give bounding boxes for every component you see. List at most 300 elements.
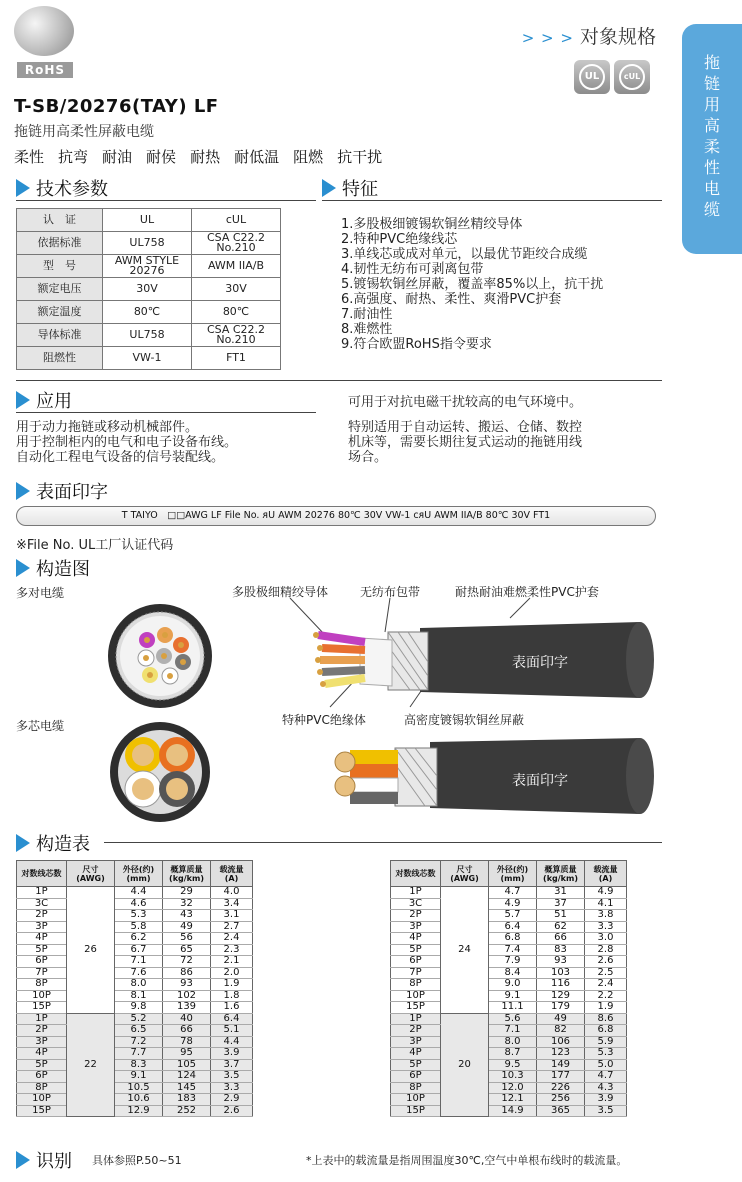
table-row xyxy=(391,1059,627,1071)
table-row xyxy=(17,1002,253,1014)
current: 3.5 xyxy=(211,1071,253,1083)
table-row xyxy=(17,1059,253,1071)
triangle-icon xyxy=(16,179,30,197)
pair-count: 4P xyxy=(17,1048,67,1060)
side-tab-char: 高 xyxy=(703,116,720,135)
current: 3.0 xyxy=(585,933,627,945)
feature-item: 9.符合欧盟RoHS指令要求 xyxy=(341,337,492,352)
spec-link[interactable] xyxy=(522,22,656,49)
table-header: 外径(约) (mm) xyxy=(489,861,537,887)
spec-row xyxy=(17,278,281,301)
spec-value: UL xyxy=(103,209,192,232)
pair-count: 4P xyxy=(391,1048,441,1060)
weight: 106 xyxy=(537,1036,585,1048)
insulation-label: 特种PVC绝缘体 xyxy=(282,713,366,727)
outer-diameter: 4.9 xyxy=(489,898,537,910)
weight: 49 xyxy=(537,1013,585,1025)
feature-item: 4.韧性无纺布可剥离包带 xyxy=(341,262,484,277)
divider xyxy=(16,380,662,381)
outer-diameter: 10.5 xyxy=(115,1082,163,1094)
footer-note: *上表中的载流量是指周围温度30℃,空气中单根布线时的载流量。 xyxy=(306,1154,628,1167)
pair-count: 5P xyxy=(17,1059,67,1071)
spec-value: CSA C22.2 No.210 xyxy=(192,324,281,347)
pair-count: 10P xyxy=(17,1094,67,1106)
pair-count: 10P xyxy=(391,990,441,1002)
feature-item: 3.单线芯或成对单元，以最优节距绞合成缆 xyxy=(341,247,588,262)
current: 2.4 xyxy=(211,933,253,945)
current: 4.0 xyxy=(211,887,253,899)
conductor-label: 多股极细精绞导体 xyxy=(232,585,329,599)
table-row xyxy=(391,944,627,956)
application-right-1: 可用于对抗电磁干扰较高的电气环境中。 xyxy=(348,395,583,410)
current: 3.8 xyxy=(585,910,627,922)
weight: 93 xyxy=(537,956,585,968)
current: 2.5 xyxy=(585,967,627,979)
application-line: 用于控制柜内的电气和电子设备布线。 xyxy=(16,435,238,450)
property-item: 耐热 xyxy=(190,148,221,166)
side-tab-char: 用 xyxy=(703,95,720,114)
weight: 62 xyxy=(537,921,585,933)
spec-key: 依据标准 xyxy=(17,232,103,255)
table-row xyxy=(17,1094,253,1106)
table-row xyxy=(17,887,253,899)
property-item: 耐侯 xyxy=(146,148,177,166)
side-tab-char: 性 xyxy=(703,158,720,177)
weight: 145 xyxy=(163,1082,211,1094)
section-construction: 构造表 xyxy=(16,830,90,856)
table-header: 载流量 (A) xyxy=(585,861,627,887)
spec-row xyxy=(17,347,281,370)
property-item: 耐油 xyxy=(102,148,133,166)
section-structure: 构造图 xyxy=(16,555,90,581)
print-label-2: 表面印字 xyxy=(512,773,568,789)
application-left xyxy=(16,420,237,465)
weight: 40 xyxy=(163,1013,211,1025)
outer-diameter: 6.5 xyxy=(115,1025,163,1037)
current: 2.2 xyxy=(585,990,627,1002)
pair-count: 5P xyxy=(391,944,441,956)
outer-diameter: 8.1 xyxy=(115,990,163,1002)
shield-label: 高密度镀锡软铜丝屏蔽 xyxy=(404,713,525,727)
triangle-icon xyxy=(16,391,30,409)
weight: 31 xyxy=(537,887,585,899)
pair-count: 15P xyxy=(17,1002,67,1014)
triangle-icon xyxy=(16,482,30,500)
table-row xyxy=(17,990,253,1002)
weight: 116 xyxy=(537,979,585,991)
triangle-icon xyxy=(16,1151,30,1169)
pair-count: 6P xyxy=(391,1071,441,1083)
divider xyxy=(104,842,662,843)
current: 2.1 xyxy=(211,956,253,968)
weight: 82 xyxy=(537,1025,585,1037)
weight: 86 xyxy=(163,967,211,979)
table-row xyxy=(17,979,253,991)
pair-count: 15P xyxy=(17,1105,67,1117)
pair-count: 2P xyxy=(17,1025,67,1037)
arrows-icon: > > > xyxy=(521,29,574,47)
weight: 83 xyxy=(537,944,585,956)
table-row xyxy=(17,1025,253,1037)
weight: 66 xyxy=(163,1025,211,1037)
outer-diameter: 8.7 xyxy=(489,1048,537,1060)
outer-diameter: 12.1 xyxy=(489,1094,537,1106)
outer-diameter: 7.9 xyxy=(489,956,537,968)
current: 3.1 xyxy=(211,910,253,922)
current: 2.7 xyxy=(211,921,253,933)
weight: 123 xyxy=(537,1048,585,1060)
weight: 256 xyxy=(537,1094,585,1106)
weight: 183 xyxy=(163,1094,211,1106)
current: 3.9 xyxy=(585,1094,627,1106)
awg-size: 20 xyxy=(441,1013,489,1117)
multi-pair-side-view xyxy=(313,622,654,698)
table-row xyxy=(391,956,627,968)
weight: 72 xyxy=(163,956,211,968)
table-row xyxy=(391,1071,627,1083)
property-item: 抗干扰 xyxy=(337,148,383,166)
weight: 66 xyxy=(537,933,585,945)
awg-size: 24 xyxy=(441,887,489,1014)
current: 1.9 xyxy=(211,979,253,991)
table-row xyxy=(17,1105,253,1117)
spec-link-label: 对象规格 xyxy=(579,26,656,48)
outer-diameter: 7.1 xyxy=(489,1025,537,1037)
table-row xyxy=(391,979,627,991)
spec-value: VW-1 xyxy=(103,347,192,370)
pair-count: 4P xyxy=(391,933,441,945)
pair-count: 3P xyxy=(17,921,67,933)
table-header: 对数线芯数 xyxy=(17,861,67,887)
outer-diameter: 6.4 xyxy=(489,921,537,933)
current: 5.3 xyxy=(585,1048,627,1060)
weight: 179 xyxy=(537,1002,585,1014)
file-note: ※File No. UL工厂认证代码 xyxy=(16,538,174,553)
table-row xyxy=(17,921,253,933)
outer-diameter: 9.0 xyxy=(489,979,537,991)
spec-key: 阻燃性 xyxy=(17,347,103,370)
spec-row xyxy=(17,255,281,278)
spec-value: cUL xyxy=(192,209,281,232)
table-row xyxy=(17,898,253,910)
current: 1.9 xyxy=(585,1002,627,1014)
side-tab-char: 链 xyxy=(703,74,720,93)
awg-size: 26 xyxy=(67,887,115,1014)
pair-count: 3C xyxy=(391,898,441,910)
feature-item: 2.特种PVC绝缘线芯 xyxy=(341,232,458,247)
current: 3.3 xyxy=(585,921,627,933)
section-marking: 表面印字 xyxy=(16,478,108,504)
table-row xyxy=(17,956,253,968)
current: 2.3 xyxy=(211,944,253,956)
table-header: 载流量 (A) xyxy=(211,861,253,887)
outer-diameter: 5.2 xyxy=(115,1013,163,1025)
spec-value: 30V xyxy=(103,278,192,301)
current: 4.9 xyxy=(585,887,627,899)
table-row xyxy=(391,921,627,933)
outer-diameter: 9.1 xyxy=(489,990,537,1002)
multi-core-label: 多芯电缆 xyxy=(16,719,65,733)
table-header: 尺寸 (AWG) xyxy=(441,861,489,887)
spec-key: 导体标准 xyxy=(17,324,103,347)
outer-diameter: 4.6 xyxy=(115,898,163,910)
construction-table-left xyxy=(16,860,253,1117)
current: 5.9 xyxy=(585,1036,627,1048)
pair-count: 1P xyxy=(391,887,441,899)
spec-key: 额定电压 xyxy=(17,278,103,301)
outer-diameter: 10.3 xyxy=(489,1071,537,1083)
current: 3.9 xyxy=(211,1048,253,1060)
spec-table xyxy=(16,208,281,370)
weight: 29 xyxy=(163,887,211,899)
pair-count: 3P xyxy=(391,1036,441,1048)
outer-diameter: 10.6 xyxy=(115,1094,163,1106)
table-row xyxy=(17,1082,253,1094)
table-header-row xyxy=(391,861,627,887)
outer-diameter: 12.9 xyxy=(115,1105,163,1117)
table-row xyxy=(17,967,253,979)
multi-core-cross-section xyxy=(110,722,210,822)
triangle-icon xyxy=(16,559,30,577)
weight: 32 xyxy=(163,898,211,910)
application-line: 机床等，需要长期往复式运动的拖链用线 xyxy=(348,435,583,450)
spec-key: 额定温度 xyxy=(17,301,103,324)
outer-diameter: 7.1 xyxy=(115,956,163,968)
outer-diameter: 4.7 xyxy=(489,887,537,899)
awg-size: 22 xyxy=(67,1013,115,1117)
weight: 129 xyxy=(537,990,585,1002)
table-row xyxy=(391,910,627,922)
current: 4.3 xyxy=(585,1082,627,1094)
table-row xyxy=(391,1094,627,1106)
outer-diameter: 4.4 xyxy=(115,887,163,899)
weight: 124 xyxy=(163,1071,211,1083)
pair-count: 8P xyxy=(17,1082,67,1094)
pair-count: 15P xyxy=(391,1002,441,1014)
pair-count: 3P xyxy=(17,1036,67,1048)
table-row xyxy=(17,1048,253,1060)
weight: 139 xyxy=(163,1002,211,1014)
section-identify: 识别 xyxy=(16,1147,72,1173)
pair-count: 10P xyxy=(17,990,67,1002)
pair-count: 10P xyxy=(391,1094,441,1106)
current: 4.4 xyxy=(211,1036,253,1048)
table-header: 概算质量 (kg/km) xyxy=(163,861,211,887)
pair-count: 15P xyxy=(391,1105,441,1117)
property-item: 抗弯 xyxy=(58,148,89,166)
spec-value: 80℃ xyxy=(192,301,281,324)
outer-diameter: 14.9 xyxy=(489,1105,537,1117)
current: 5.1 xyxy=(211,1025,253,1037)
side-tab-char: 柔 xyxy=(703,137,720,156)
spec-row xyxy=(17,232,281,255)
divider xyxy=(16,412,316,413)
outer-diameter: 6.8 xyxy=(489,933,537,945)
pair-count: 1P xyxy=(17,1013,67,1025)
spec-row xyxy=(17,209,281,232)
surface-marking: T TAIYO □□AWG LF File No. ᴙU AWM 20276 80℃ 30V VW-1 cᴙU AWM IIA/B 80℃ 30V FT1 xyxy=(16,506,656,526)
pair-count: 2P xyxy=(391,1025,441,1037)
cert-badges xyxy=(574,60,650,94)
current: 2.6 xyxy=(585,956,627,968)
pair-count: 8P xyxy=(391,1082,441,1094)
rohs-label: RoHS xyxy=(17,62,73,78)
feature-item: 6.高强度、耐热、柔性、爽滑PVC护套 xyxy=(341,292,562,307)
weight: 43 xyxy=(163,910,211,922)
table-row xyxy=(391,1013,627,1025)
table-row xyxy=(17,1071,253,1083)
pair-count: 1P xyxy=(391,1013,441,1025)
weight: 177 xyxy=(537,1071,585,1083)
current: 5.0 xyxy=(585,1059,627,1071)
pair-count: 5P xyxy=(17,944,67,956)
property-item: 耐低温 xyxy=(234,148,280,166)
pair-count: 3P xyxy=(391,921,441,933)
triangle-icon xyxy=(16,834,30,852)
current: 6.4 xyxy=(211,1013,253,1025)
spec-value: UL758 xyxy=(103,324,192,347)
table-row xyxy=(17,910,253,922)
feature-item: 7.耐油性 xyxy=(341,307,393,322)
weight: 95 xyxy=(163,1048,211,1060)
table-header: 对数线芯数 xyxy=(391,861,441,887)
current: 1.6 xyxy=(211,1002,253,1014)
weight: 65 xyxy=(163,944,211,956)
weight: 226 xyxy=(537,1082,585,1094)
current: 2.0 xyxy=(211,967,253,979)
multi-core-side-view xyxy=(335,738,654,814)
current: 3.3 xyxy=(211,1082,253,1094)
application-line: 用于动力拖链或移动机械部件。 xyxy=(16,420,199,435)
property-item: 阻燃 xyxy=(293,148,324,166)
current: 6.8 xyxy=(585,1025,627,1037)
spec-value: 80℃ xyxy=(103,301,192,324)
weight: 51 xyxy=(537,910,585,922)
structure-diagram xyxy=(0,590,742,830)
outer-diameter: 8.4 xyxy=(489,967,537,979)
spec-value: UL758 xyxy=(103,232,192,255)
feature-item: 8.难燃性 xyxy=(341,322,393,337)
table-row xyxy=(391,1105,627,1117)
jacket-label: 耐热耐油难燃柔性PVC护套 xyxy=(455,585,599,599)
identify-ref: 具体参照P.50~51 xyxy=(92,1154,182,1167)
outer-diameter: 5.6 xyxy=(489,1013,537,1025)
cul-badge-icon: cUL xyxy=(614,60,650,94)
pair-count: 4P xyxy=(17,933,67,945)
table-row xyxy=(391,887,627,899)
outer-diameter: 12.0 xyxy=(489,1082,537,1094)
outer-diameter: 8.0 xyxy=(115,979,163,991)
table-row xyxy=(391,933,627,945)
table-row xyxy=(17,933,253,945)
current: 2.4 xyxy=(585,979,627,991)
table-row xyxy=(391,967,627,979)
table-row xyxy=(391,1002,627,1014)
spec-row xyxy=(17,324,281,347)
weight: 93 xyxy=(163,979,211,991)
outer-diameter: 7.7 xyxy=(115,1048,163,1060)
spec-value: AWM IIA/B xyxy=(192,255,281,278)
side-tab-char: 电 xyxy=(703,179,720,198)
weight: 103 xyxy=(537,967,585,979)
weight: 78 xyxy=(163,1036,211,1048)
nonwoven-label: 无纺布包带 xyxy=(360,585,421,599)
current: 2.9 xyxy=(211,1094,253,1106)
application-line: 自动化工程电气设备的信号装配线。 xyxy=(16,450,225,465)
current: 1.8 xyxy=(211,990,253,1002)
spec-row xyxy=(17,301,281,324)
table-row xyxy=(391,990,627,1002)
spec-value: CSA C22.2 No.210 xyxy=(192,232,281,255)
table-row xyxy=(391,1025,627,1037)
outer-diameter: 7.2 xyxy=(115,1036,163,1048)
outer-diameter: 11.1 xyxy=(489,1002,537,1014)
multi-pair-label: 多对电缆 xyxy=(16,586,65,600)
model-title: T-SB/20276(TAY) LF xyxy=(14,96,219,117)
weight: 37 xyxy=(537,898,585,910)
pair-count: 8P xyxy=(391,979,441,991)
table-row xyxy=(391,1082,627,1094)
current: 2.8 xyxy=(585,944,627,956)
spec-key: 认 证 xyxy=(17,209,103,232)
pair-count: 1P xyxy=(17,887,67,899)
side-category-tab[interactable] xyxy=(682,24,742,254)
spec-value: 30V xyxy=(192,278,281,301)
property-item: 柔性 xyxy=(14,148,45,166)
spec-value: AWM STYLE 20276 xyxy=(103,255,192,278)
table-row xyxy=(391,898,627,910)
weight: 105 xyxy=(163,1059,211,1071)
weight: 252 xyxy=(163,1105,211,1117)
current: 4.1 xyxy=(585,898,627,910)
current: 3.4 xyxy=(211,898,253,910)
outer-diameter: 8.0 xyxy=(489,1036,537,1048)
multi-pair-cross-section xyxy=(108,604,212,708)
feature-item: 5.镀锡软铜丝屏蔽，覆盖率85%以上，抗干扰 xyxy=(341,277,604,292)
current: 3.7 xyxy=(211,1059,253,1071)
current: 4.7 xyxy=(585,1071,627,1083)
pair-count: 2P xyxy=(391,910,441,922)
print-label-1: 表面印字 xyxy=(512,655,568,671)
table-row xyxy=(17,1013,253,1025)
divider xyxy=(16,200,316,201)
pair-count: 8P xyxy=(17,979,67,991)
feature-list xyxy=(341,217,603,352)
outer-diameter: 6.2 xyxy=(115,933,163,945)
application-line: 特别适用于自动运转、搬运、仓储、数控 xyxy=(348,420,583,435)
outer-diameter: 9.1 xyxy=(115,1071,163,1083)
property-list xyxy=(14,146,382,167)
outer-diameter: 9.8 xyxy=(115,1002,163,1014)
pair-count: 6P xyxy=(17,956,67,968)
model-subtitle: 拖链用高柔性屏蔽电缆 xyxy=(14,124,154,140)
pair-count: 7P xyxy=(391,967,441,979)
section-application: 应用 xyxy=(16,387,72,413)
table-header: 外径(约) (mm) xyxy=(115,861,163,887)
pair-count: 2P xyxy=(17,910,67,922)
pair-count: 6P xyxy=(17,1071,67,1083)
outer-diameter: 5.3 xyxy=(115,910,163,922)
weight: 102 xyxy=(163,990,211,1002)
outer-diameter: 6.7 xyxy=(115,944,163,956)
outer-diameter: 5.8 xyxy=(115,921,163,933)
table-header: 概算质量 (kg/km) xyxy=(537,861,585,887)
side-tab-char: 缆 xyxy=(703,200,720,219)
ul-badge-icon: UL xyxy=(574,60,610,94)
side-tab-char: 拖 xyxy=(703,53,720,72)
triangle-icon xyxy=(322,179,336,197)
weight: 56 xyxy=(163,933,211,945)
